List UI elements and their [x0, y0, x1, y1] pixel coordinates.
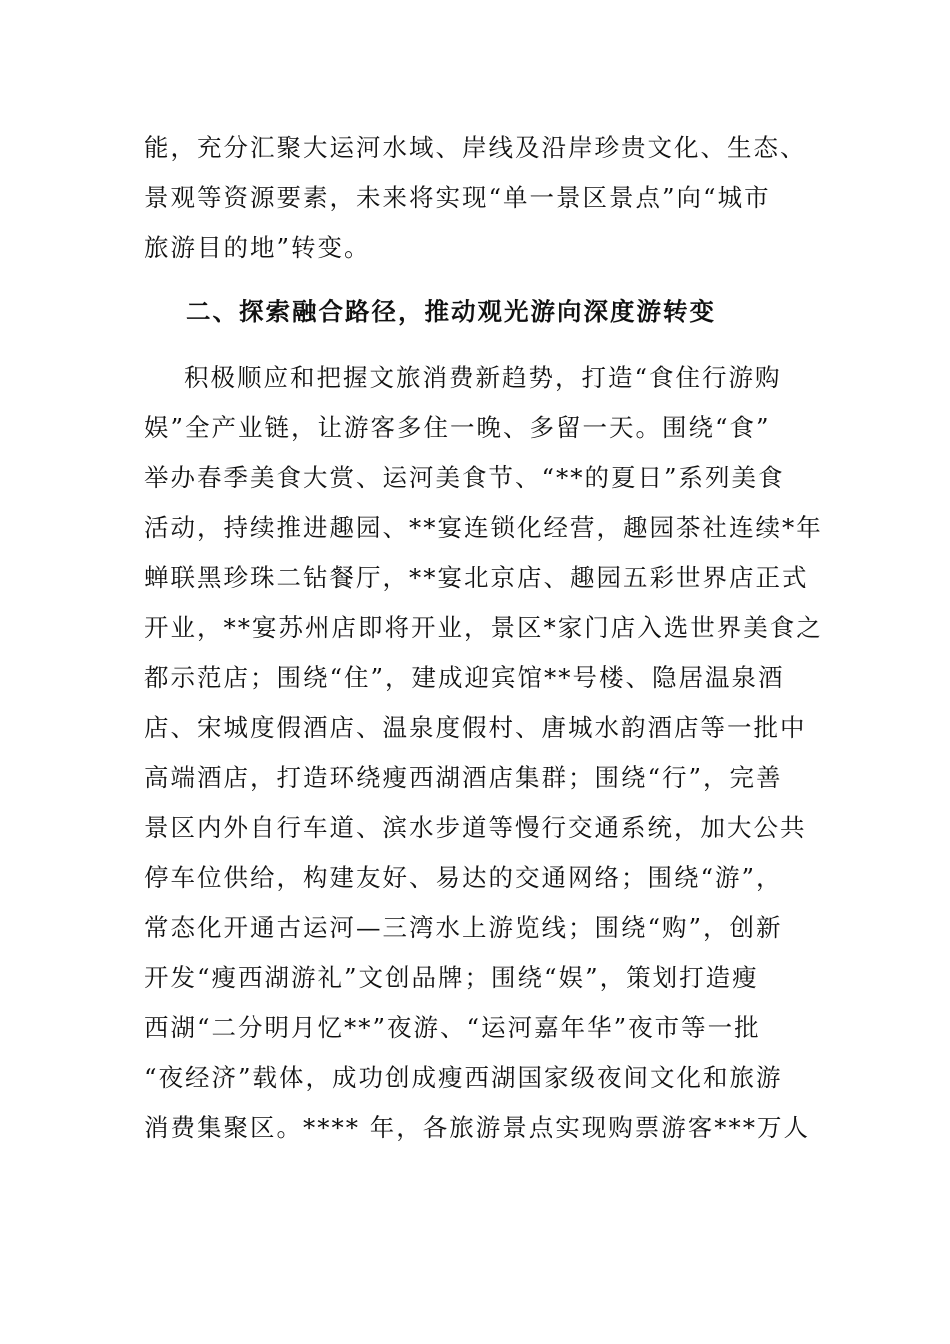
- paragraph-line: 景区内外自行车道、滨水步道等慢行交通系统，加大公共: [144, 813, 807, 842]
- paragraph-line: 娱”全产业链，让游客多住一晚、多留一天。围绕“食”: [144, 413, 771, 442]
- paragraph-line: 举办春季美食大赏、运河美食节、“**的夏日”系列美食: [144, 463, 785, 492]
- paragraph-line: 积极顺应和把握文旅消费新趋势，打造“食住行游购: [184, 363, 782, 392]
- paragraph-line: 旅游目的地”转变。: [144, 233, 371, 262]
- paragraph-line: 常态化开通古运河—三湾水上游览线；围绕“购”，创新: [144, 913, 783, 942]
- paragraph-line: 停车位供给，构建友好、易达的交通网络；围绕“游”，: [144, 863, 783, 892]
- paragraph-line: “夜经济”载体，成功创成瘦西湖国家级夜间文化和旅游: [144, 1063, 783, 1092]
- paragraph-line: 消费集聚区。**** 年，各旅游景点实现购票游客***万人: [144, 1113, 811, 1142]
- paragraph-line: 能，充分汇聚大运河水域、岸线及沿岸珍贵文化、生态、: [144, 133, 807, 162]
- section-heading: 二、探索融合路径，推动观光游向深度游转变: [186, 297, 716, 326]
- paragraph-line: 店、宋城度假酒店、温泉度假村、唐城水韵酒店等一批中: [144, 713, 807, 742]
- paragraph-line: 开发“瘦西湖游礼”文创品牌；围绕“娱”，策划打造瘦: [144, 963, 759, 992]
- paragraph-line: 都示范店；围绕“住”，建成迎宾馆**号楼、隐居温泉酒: [144, 663, 785, 692]
- paragraph-line: 活动，持续推进趣园、**宴连锁化经营，趣园茶社连续*年: [144, 513, 823, 542]
- paragraph-line: 开业，**宴苏州店即将开业，景区*家门店入选世界美食之: [144, 613, 823, 642]
- paragraph-line: 景观等资源要素，未来将实现“单一景区景点”向“城市: [144, 183, 771, 212]
- paragraph-line: 蝉联黑珍珠二钻餐厅，**宴北京店、趣园五彩世界店正式: [144, 563, 809, 592]
- paragraph-line: 西湖“二分明月忆**”夜游、“运河嘉年华”夜市等一批: [144, 1013, 761, 1042]
- paragraph-line: 高端酒店，打造环绕瘦西湖酒店集群；围绕“行”，完善: [144, 763, 783, 792]
